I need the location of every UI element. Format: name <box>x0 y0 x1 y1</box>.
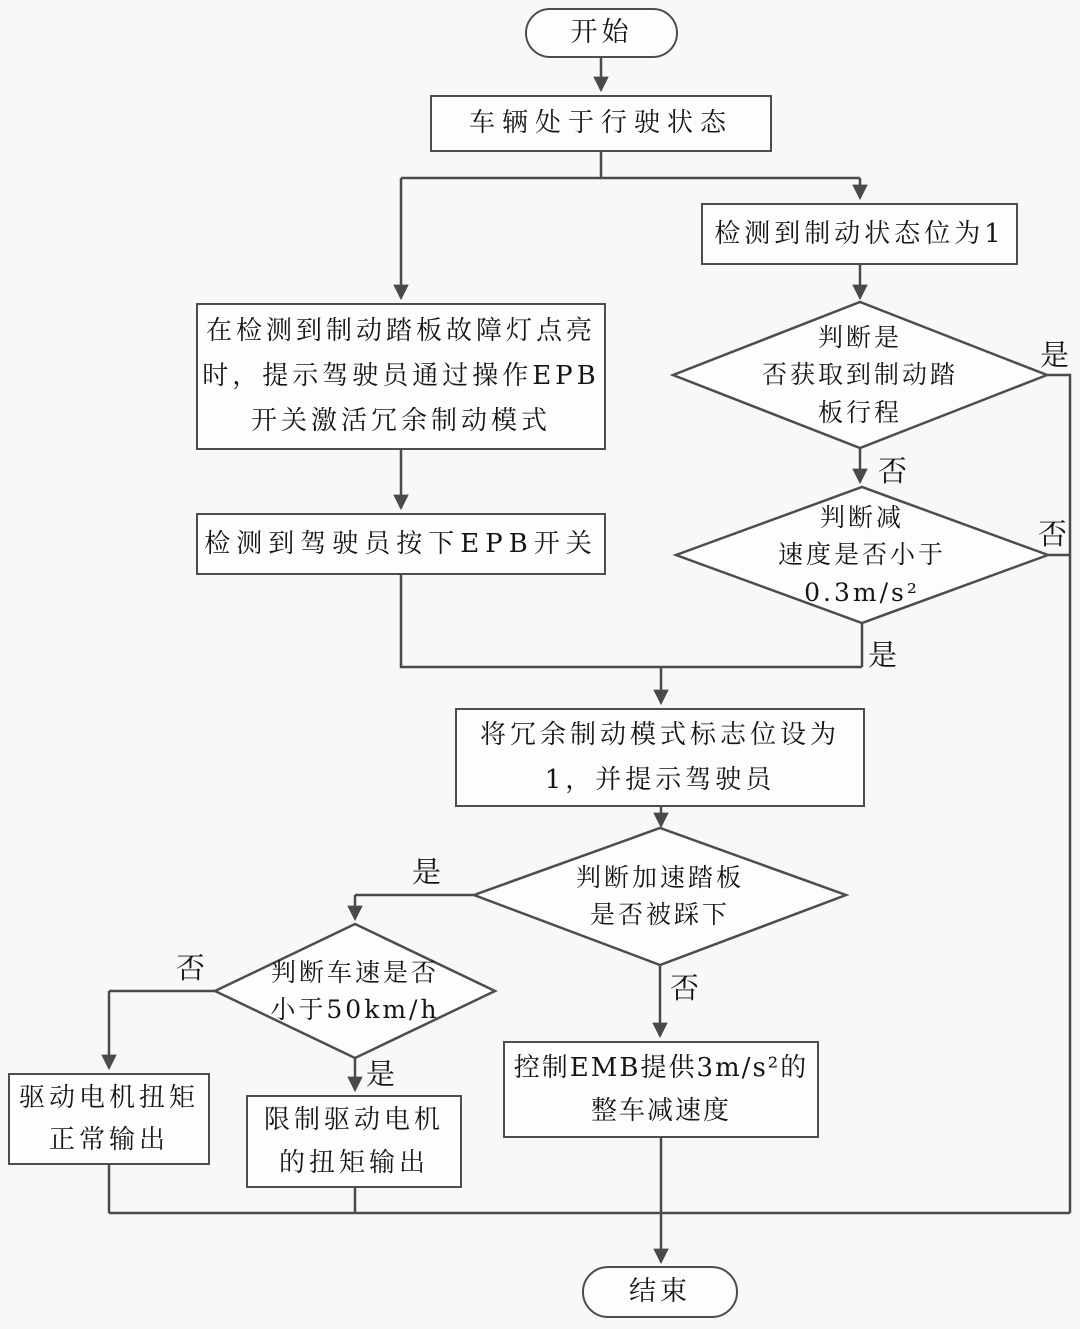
edge-label-decel-no: 否 <box>1038 517 1068 551</box>
edge-speed-no <box>109 991 215 1068</box>
decision-pedal-travel-line3: 板行程 <box>817 397 902 427</box>
edge-label-speed-no: 否 <box>176 951 206 985</box>
node-end <box>582 1266 738 1318</box>
node-set-redundant-flag <box>455 708 865 807</box>
decision-pedal-travel-line1: 判断是 <box>817 322 902 352</box>
decision-pedal-travel-text <box>720 310 1000 440</box>
edge-label-decel-yes: 是 <box>868 638 898 672</box>
decision-accel-pedal-line2: 是否被踩下 <box>589 900 730 929</box>
decision-accel-pedal-text <box>520 845 800 947</box>
edge-pedaltravel-yes-rail <box>1047 375 1070 1213</box>
node-brake-status-bit-label: 检测到制动状态位为1 <box>714 218 1005 249</box>
node-motor-normal-line1: 驱动电机扭矩 <box>18 1082 199 1113</box>
node-epb-switch-pressed-label: 检测到驾驶员按下EPB开关 <box>204 528 598 559</box>
edge-label-accel-no: 否 <box>670 971 700 1005</box>
node-emb-decel-line2: 整车减速度 <box>590 1095 731 1126</box>
edge-label-pedal-travel-no: 否 <box>878 454 908 488</box>
decision-deceleration-text <box>722 492 1002 618</box>
node-start-label: 开始 <box>570 17 633 49</box>
decision-speed-text <box>215 940 495 1042</box>
node-limit-torque-line2: 的扭矩输出 <box>278 1147 429 1178</box>
node-brake-status-bit <box>701 203 1018 265</box>
edge-driving-split <box>401 152 860 178</box>
node-epb-prompt <box>196 303 606 450</box>
node-epb-prompt-line3: 开关激活冗余制动模式 <box>250 405 551 436</box>
node-limit-motor-torque <box>246 1095 462 1188</box>
node-epb-prompt-line1: 在检测到制动踏板故障灯点亮 <box>205 316 596 347</box>
node-epb-switch-pressed <box>196 513 606 575</box>
node-emb-deceleration <box>503 1041 819 1138</box>
node-limit-torque-line1: 限制驱动电机 <box>263 1105 444 1136</box>
node-vehicle-driving-label: 车辆处于行驶状态 <box>468 108 733 139</box>
decision-deceleration-line2: 速度是否小于 <box>777 540 946 570</box>
node-start <box>525 8 678 58</box>
node-set-redundant-flag-line1: 将冗余制动模式标志位设为 <box>479 720 840 751</box>
node-end-label: 结束 <box>629 1276 691 1308</box>
edge-accel-yes <box>355 895 474 919</box>
decision-speed-line1: 判断车速是否 <box>270 957 439 987</box>
decision-speed-line2: 小于50km/h <box>270 995 440 1024</box>
decision-pedal-travel-line2: 否获取到制动踏 <box>761 360 958 390</box>
decision-deceleration-line1: 判断减 <box>819 502 904 532</box>
node-vehicle-driving <box>430 95 772 152</box>
decision-accel-pedal-line1: 判断加速踏板 <box>575 862 744 892</box>
node-motor-normal-line2: 正常输出 <box>48 1125 169 1155</box>
node-epb-prompt-line2: 时，提示驾驶员通过操作EPB <box>202 361 600 392</box>
node-emb-decel-line1: 控制EMB提供3m/s²的 <box>513 1053 809 1084</box>
node-set-redundant-flag-line2: 1，并提示驾驶员 <box>544 764 776 795</box>
edge-label-accel-yes: 是 <box>412 855 442 889</box>
edge-label-pedal-travel-yes: 是 <box>1040 338 1070 372</box>
decision-deceleration-line3: 0.3m/s² <box>804 577 920 607</box>
edge-label-speed-yes: 是 <box>366 1057 396 1091</box>
node-motor-normal-output <box>8 1073 210 1165</box>
